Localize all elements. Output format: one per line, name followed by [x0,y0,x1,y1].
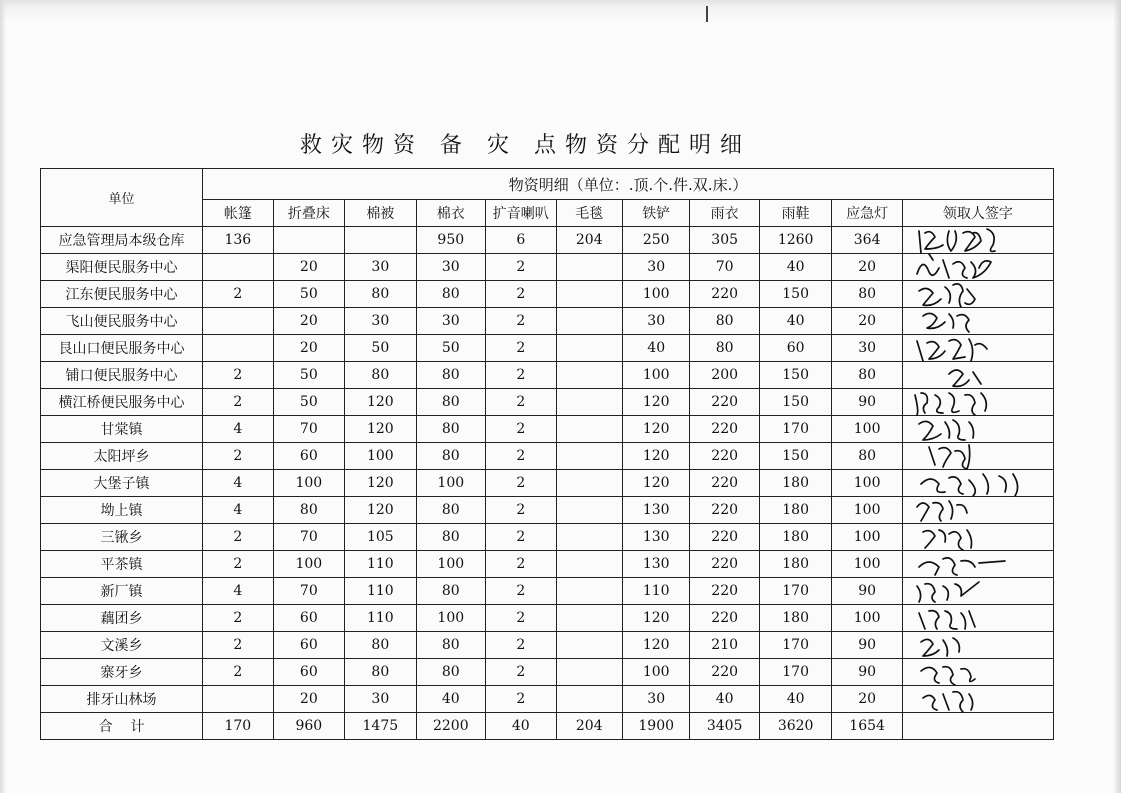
quantity-cell: 20 [832,254,902,281]
column-header: 折叠床 [273,200,344,227]
quantity-cell [203,254,273,281]
table-row [41,497,1054,524]
quantity-cell: 170 [759,578,831,605]
scan-edge-left [0,0,6,793]
supplies-group-header: 物资明细（单位：.顶.个.件.双.床.） [203,169,1054,200]
quantity-cell: 150 [759,281,831,308]
quantity-cell: 2 [203,524,273,551]
quantity-cell: 2 [203,362,273,389]
quantity-cell: 4 [203,578,273,605]
quantity-cell: 80 [416,497,485,524]
quantity-cell: 130 [622,497,689,524]
quantity-cell [556,497,622,524]
quantity-cell: 1260 [759,227,831,254]
quantity-cell: 110 [345,551,416,578]
quantity-cell: 80 [416,281,485,308]
table-row [41,389,1054,416]
quantity-cell [556,362,622,389]
quantity-cell: 120 [345,497,416,524]
unit-name-cell: 平茶镇 [41,551,203,578]
unit-name-cell: 渠阳便民服务中心 [41,254,203,281]
unit-name-cell: 寨牙乡 [41,659,203,686]
quantity-cell: 170 [759,659,831,686]
quantity-cell: 80 [832,281,902,308]
quantity-cell [556,470,622,497]
quantity-cell: 2 [486,443,556,470]
table-row [41,524,1054,551]
quantity-cell: 2 [486,551,556,578]
handwritten-signature [909,676,1049,720]
quantity-cell [556,416,622,443]
quantity-cell: 180 [759,605,831,632]
total-label: 合 计 [41,713,203,740]
quantity-cell: 110 [345,578,416,605]
quantity-cell: 100 [622,659,689,686]
column-header: 雨衣 [690,200,759,227]
total-cell: 40 [486,713,556,740]
quantity-cell: 40 [690,686,759,713]
quantity-cell: 150 [759,362,831,389]
quantity-cell: 2 [486,605,556,632]
total-cell: 3405 [690,713,759,740]
document-title: 救灾物资 备 灾 点物资分配明细 [300,133,751,158]
total-cell: 3620 [759,713,831,740]
column-header: 雨鞋 [759,200,831,227]
quantity-cell: 80 [273,497,344,524]
quantity-cell: 30 [622,686,689,713]
quantity-cell: 80 [345,362,416,389]
quantity-cell: 60 [759,335,831,362]
quantity-cell [556,443,622,470]
quantity-cell: 20 [273,335,344,362]
quantity-cell: 120 [622,632,689,659]
quantity-cell: 2 [203,389,273,416]
quantity-cell: 80 [416,362,485,389]
signature-cell [902,686,1053,713]
quantity-cell: 2 [486,470,556,497]
quantity-cell: 30 [622,254,689,281]
column-header: 领取人签字 [902,200,1053,227]
quantity-cell [556,281,622,308]
quantity-cell: 30 [345,686,416,713]
quantity-cell: 50 [273,389,344,416]
quantity-cell: 80 [690,335,759,362]
quantity-cell: 2 [486,416,556,443]
quantity-cell: 150 [759,389,831,416]
quantity-cell: 250 [622,227,689,254]
quantity-cell: 2 [486,281,556,308]
scan-mark [706,6,708,22]
quantity-cell: 2 [486,308,556,335]
quantity-cell: 60 [273,659,344,686]
quantity-cell: 100 [416,470,485,497]
quantity-cell: 80 [832,443,902,470]
table-row [41,308,1054,335]
total-cell: 2200 [416,713,485,740]
quantity-cell: 220 [690,389,759,416]
unit-name-cell: 三锹乡 [41,524,203,551]
quantity-cell: 150 [759,443,831,470]
quantity-cell: 2 [486,659,556,686]
quantity-cell: 90 [832,578,902,605]
quantity-cell: 2 [486,362,556,389]
quantity-cell: 105 [345,524,416,551]
total-row [41,713,1054,740]
quantity-cell: 100 [832,497,902,524]
total-cell: 1900 [622,713,689,740]
quantity-cell: 90 [832,632,902,659]
quantity-cell: 80 [416,416,485,443]
quantity-cell: 30 [345,254,416,281]
quantity-cell: 100 [416,551,485,578]
quantity-cell: 950 [416,227,485,254]
quantity-cell: 2 [203,443,273,470]
quantity-cell: 2 [486,524,556,551]
table-row [41,281,1054,308]
quantity-cell [556,524,622,551]
quantity-cell: 80 [345,659,416,686]
quantity-cell: 305 [690,227,759,254]
quantity-cell: 100 [416,605,485,632]
quantity-cell: 20 [273,308,344,335]
allocation-table-body [41,227,1054,740]
quantity-cell: 20 [832,308,902,335]
quantity-cell [556,632,622,659]
quantity-cell: 120 [345,470,416,497]
quantity-cell: 30 [832,335,902,362]
quantity-cell: 80 [416,443,485,470]
quantity-cell: 60 [273,605,344,632]
quantity-cell: 80 [345,281,416,308]
quantity-cell: 100 [832,524,902,551]
quantity-cell: 200 [690,362,759,389]
quantity-cell: 70 [273,578,344,605]
quantity-cell [556,254,622,281]
quantity-cell: 120 [622,416,689,443]
quantity-cell: 80 [690,308,759,335]
quantity-cell: 220 [690,281,759,308]
quantity-cell: 180 [759,497,831,524]
quantity-cell: 170 [759,632,831,659]
quantity-cell: 40 [622,335,689,362]
quantity-cell: 50 [345,335,416,362]
total-cell: 1475 [345,713,416,740]
unit-column-header: 单位 [41,169,203,227]
unit-name-cell: 铺口便民服务中心 [41,362,203,389]
quantity-cell: 210 [690,632,759,659]
quantity-cell: 40 [759,254,831,281]
scan-edge-right [1113,0,1121,793]
quantity-cell: 30 [622,308,689,335]
quantity-cell: 110 [345,605,416,632]
quantity-cell: 60 [273,632,344,659]
quantity-cell: 120 [345,416,416,443]
quantity-cell [556,605,622,632]
quantity-cell: 80 [416,632,485,659]
quantity-cell: 50 [273,281,344,308]
column-header: 棉衣 [416,200,485,227]
unit-name-cell: 排牙山林场 [41,686,203,713]
quantity-cell [203,686,273,713]
quantity-cell: 80 [416,578,485,605]
quantity-cell: 40 [759,686,831,713]
quantity-cell: 100 [832,551,902,578]
quantity-cell: 2 [203,281,273,308]
quantity-cell: 30 [345,308,416,335]
quantity-cell: 220 [690,497,759,524]
quantity-cell: 80 [832,362,902,389]
quantity-cell: 180 [759,551,831,578]
column-header: 帐篷 [203,200,273,227]
quantity-cell: 100 [345,443,416,470]
unit-name-cell: 藕团乡 [41,605,203,632]
quantity-cell: 136 [203,227,273,254]
quantity-cell [273,227,344,254]
total-cell: 204 [556,713,622,740]
quantity-cell: 4 [203,497,273,524]
quantity-cell: 80 [345,632,416,659]
unit-name-cell: 太阳坪乡 [41,443,203,470]
column-header: 扩音喇叭 [486,200,556,227]
quantity-cell: 70 [690,254,759,281]
quantity-cell: 364 [832,227,902,254]
quantity-cell [203,335,273,362]
quantity-cell: 60 [273,443,344,470]
quantity-cell: 180 [759,524,831,551]
total-cell: 1654 [832,713,902,740]
quantity-cell: 130 [622,551,689,578]
quantity-cell: 120 [622,443,689,470]
table-row [41,551,1054,578]
table-row [41,659,1054,686]
quantity-cell [556,389,622,416]
header-row-group [41,169,1054,200]
table-row [41,227,1054,254]
quantity-cell: 130 [622,524,689,551]
scan-edge-top [0,0,1121,22]
table-row [41,632,1054,659]
quantity-cell: 120 [345,389,416,416]
column-header: 棉被 [345,200,416,227]
unit-name-cell: 大堡子镇 [41,470,203,497]
quantity-cell: 220 [690,524,759,551]
table-row [41,362,1054,389]
quantity-cell: 100 [832,605,902,632]
quantity-cell: 100 [622,281,689,308]
quantity-cell [556,578,622,605]
quantity-cell: 80 [416,524,485,551]
quantity-cell: 20 [273,254,344,281]
table-row [41,416,1054,443]
quantity-cell: 80 [416,659,485,686]
quantity-cell [556,308,622,335]
quantity-cell: 80 [416,389,485,416]
quantity-cell: 40 [759,308,831,335]
quantity-cell: 204 [556,227,622,254]
unit-name-cell: 艮山口便民服务中心 [41,335,203,362]
quantity-cell: 20 [832,686,902,713]
quantity-cell: 2 [203,632,273,659]
quantity-cell: 100 [622,362,689,389]
quantity-cell: 220 [690,443,759,470]
quantity-cell: 90 [832,659,902,686]
allocation-table [40,168,1054,740]
total-cell: 170 [203,713,273,740]
total-cell: 960 [273,713,344,740]
quantity-cell: 70 [273,416,344,443]
quantity-cell [556,686,622,713]
table-row [41,443,1054,470]
quantity-cell [556,551,622,578]
quantity-cell: 220 [690,551,759,578]
quantity-cell: 220 [690,605,759,632]
column-header: 毛毯 [556,200,622,227]
quantity-cell: 100 [832,416,902,443]
unit-name-cell: 横江桥便民服务中心 [41,389,203,416]
quantity-cell: 2 [203,551,273,578]
quantity-cell: 170 [759,416,831,443]
table-row [41,686,1054,713]
quantity-cell: 2 [486,335,556,362]
quantity-cell: 20 [273,686,344,713]
unit-name-cell: 江东便民服务中心 [41,281,203,308]
quantity-cell: 220 [690,470,759,497]
quantity-cell [556,659,622,686]
unit-name-cell: 坳上镇 [41,497,203,524]
quantity-cell: 40 [416,686,485,713]
unit-name-cell: 应急管理局本级仓库 [41,227,203,254]
unit-name-cell: 文溪乡 [41,632,203,659]
quantity-cell: 6 [486,227,556,254]
quantity-cell: 2 [486,632,556,659]
quantity-cell: 120 [622,389,689,416]
quantity-cell: 4 [203,416,273,443]
quantity-cell: 4 [203,470,273,497]
quantity-cell: 30 [416,308,485,335]
quantity-cell: 2 [203,659,273,686]
quantity-cell: 220 [690,659,759,686]
unit-name-cell: 新厂镇 [41,578,203,605]
table-row [41,335,1054,362]
quantity-cell: 30 [416,254,485,281]
quantity-cell: 100 [273,551,344,578]
table-row [41,605,1054,632]
quantity-cell: 90 [832,389,902,416]
quantity-cell [203,308,273,335]
column-header: 应急灯 [832,200,902,227]
quantity-cell: 50 [273,362,344,389]
quantity-cell: 50 [416,335,485,362]
table-row [41,578,1054,605]
quantity-cell [556,335,622,362]
unit-name-cell: 甘棠镇 [41,416,203,443]
quantity-cell: 2 [486,497,556,524]
quantity-cell [345,227,416,254]
table-row [41,470,1054,497]
quantity-cell: 120 [622,605,689,632]
quantity-cell: 100 [273,470,344,497]
column-header: 铁铲 [622,200,689,227]
quantity-cell: 120 [622,470,689,497]
quantity-cell: 110 [622,578,689,605]
quantity-cell: 180 [759,470,831,497]
quantity-cell: 100 [832,470,902,497]
quantity-cell: 220 [690,578,759,605]
quantity-cell: 70 [273,524,344,551]
quantity-cell: 2 [486,389,556,416]
quantity-cell: 2 [203,605,273,632]
table-row [41,254,1054,281]
quantity-cell: 2 [486,686,556,713]
quantity-cell: 2 [486,578,556,605]
quantity-cell: 2 [486,254,556,281]
quantity-cell: 220 [690,416,759,443]
unit-name-cell: 飞山便民服务中心 [41,308,203,335]
